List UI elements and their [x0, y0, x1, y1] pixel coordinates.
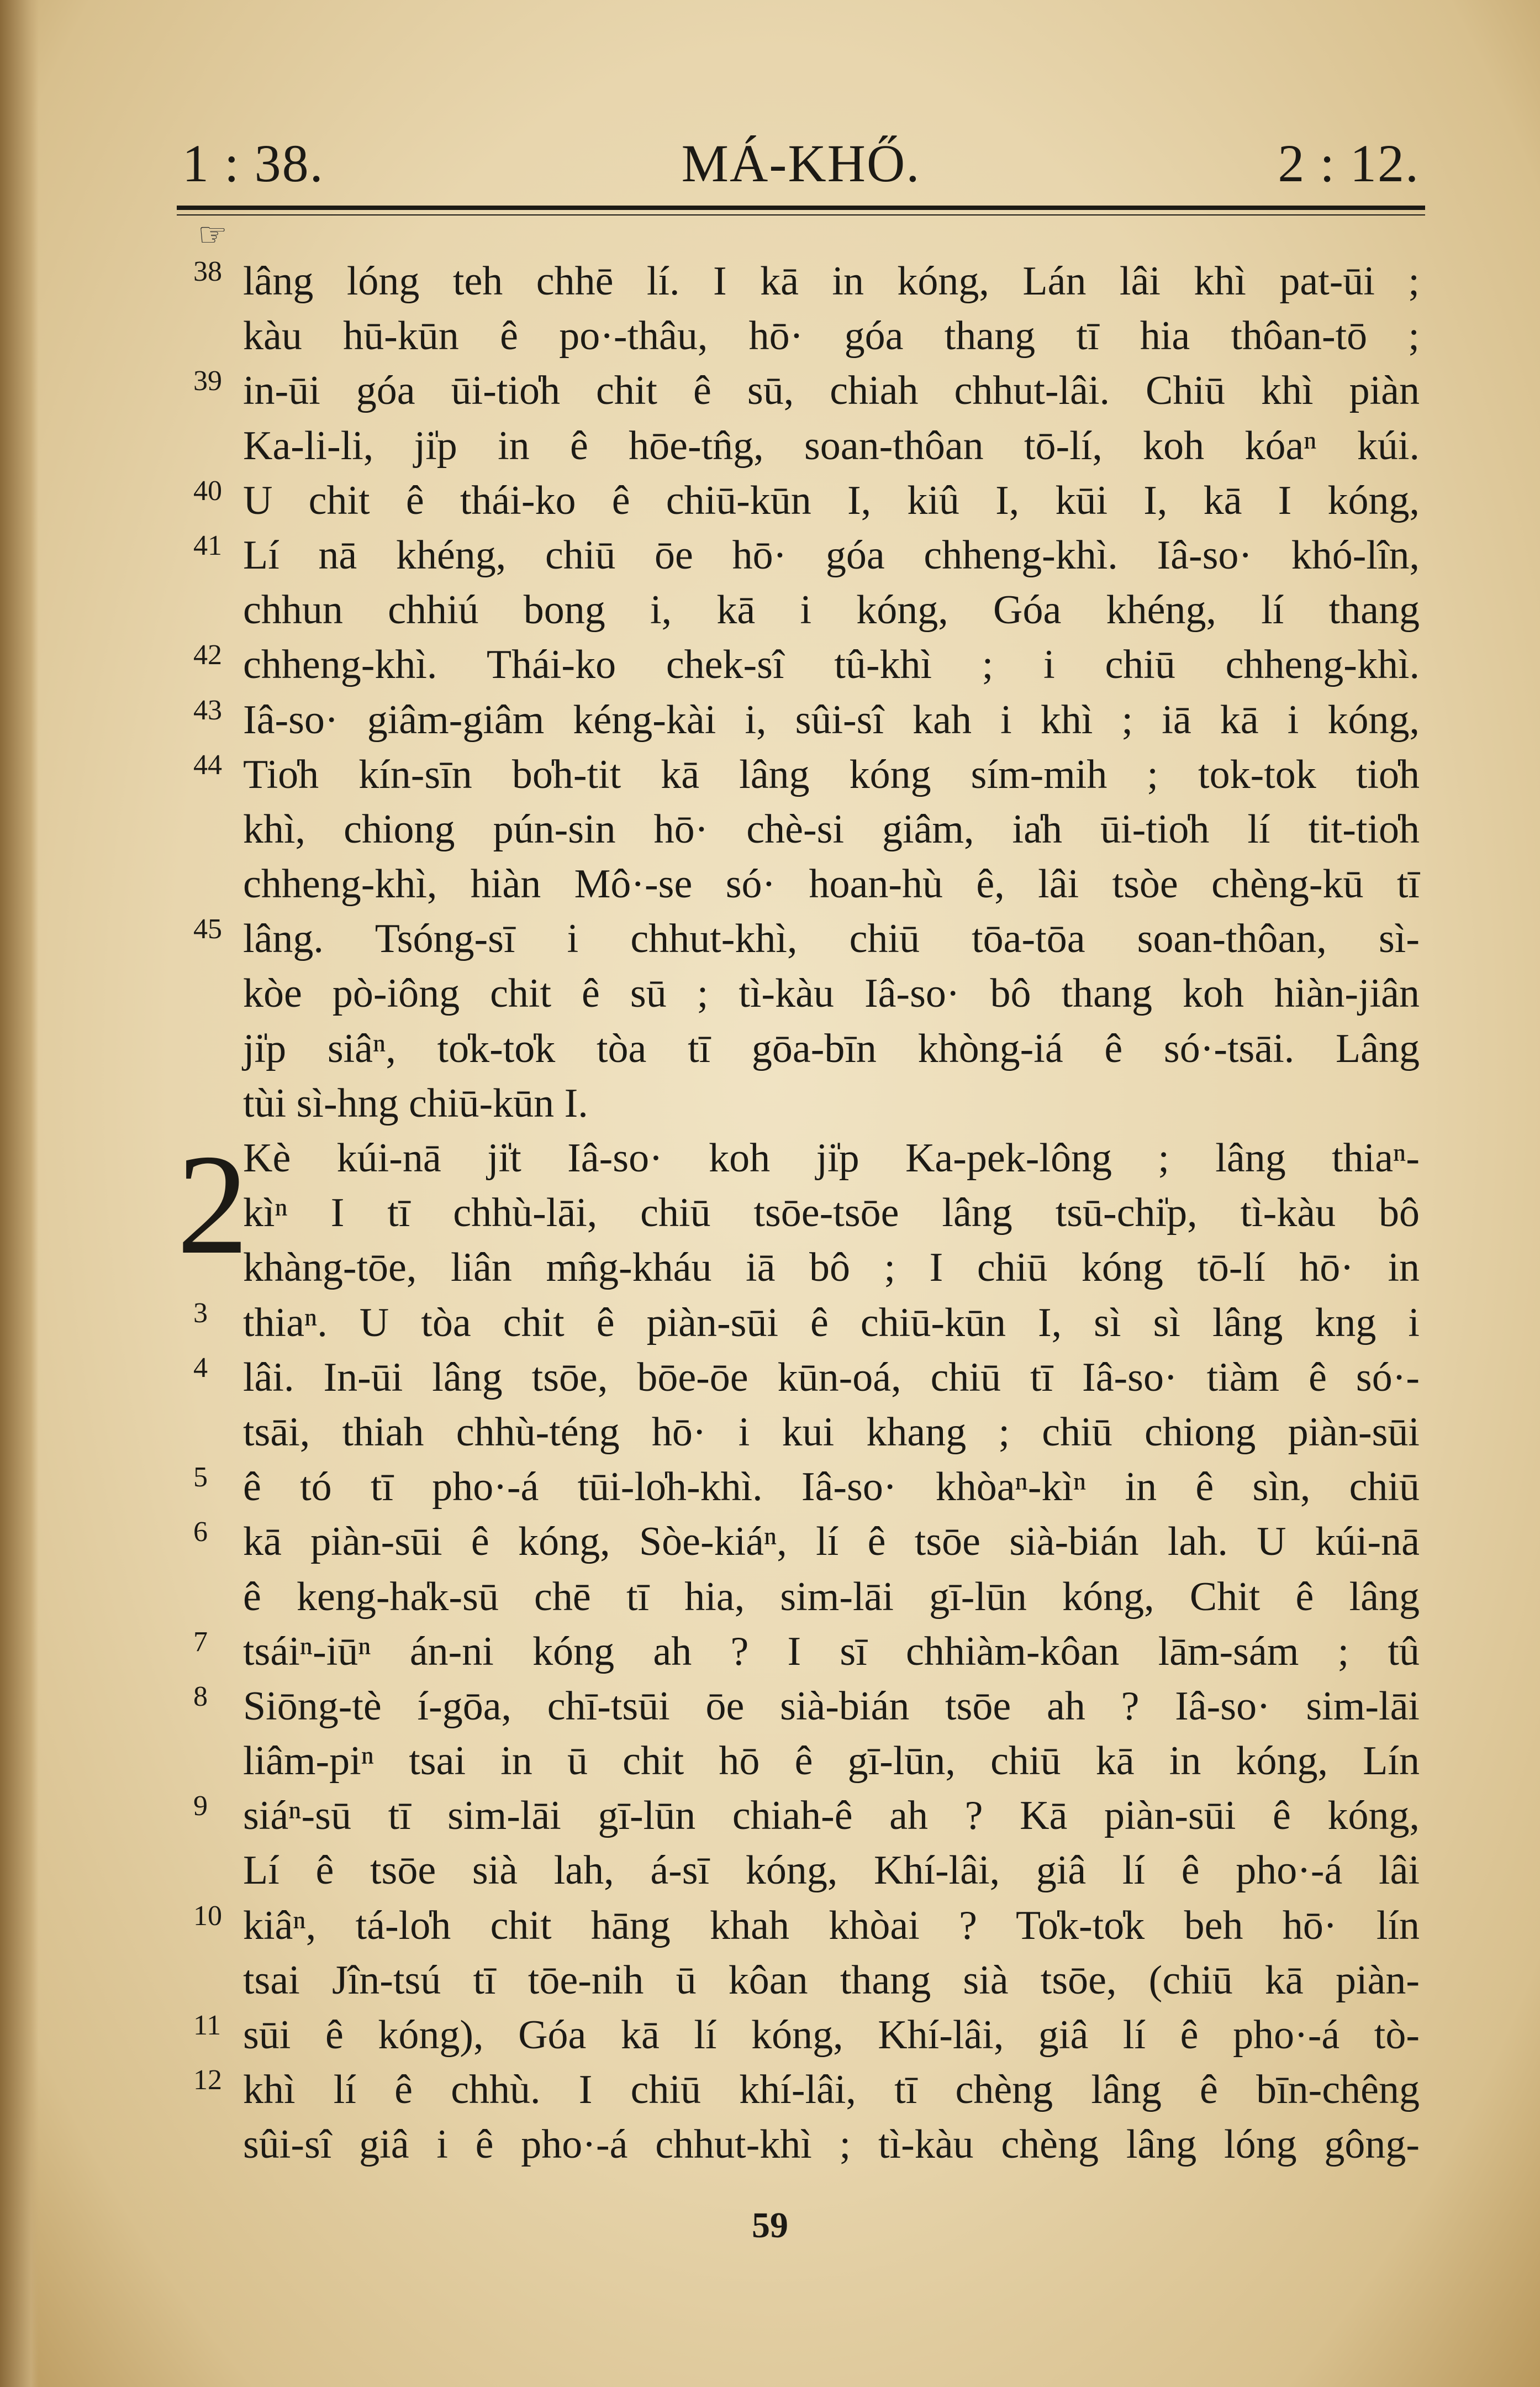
line-text: chhun chhiú bong i, kā i kóng, Góa khéng, lí thang [243, 587, 1420, 633]
verse-number: 42 [193, 639, 222, 671]
line-text: Ka-li-li, ji̍p in ê hōe-tn̂g, soan-thôan tō-lí, koh kóaⁿ kúi. [243, 423, 1420, 469]
line-text: ê keng-ha̍k-sū chē tī hia, sim-lāi gī-lūn kóng, Chit ê lâng [243, 1574, 1420, 1620]
text-line [193, 254, 1420, 309]
line-text: kòe pò-iông chit ê sū ; tì-kàu Iâ-so· bô thang koh hiàn-jiân [243, 971, 1420, 1017]
line-text: tsāi, thiah chhù-téng hō· i kui khang ; chiū chiong piàn-sūi [243, 1409, 1420, 1455]
verse-number: 3 [193, 1297, 208, 1329]
text-line [243, 1953, 1420, 2008]
line-text: siáⁿ-sū tī sim-lāi gī-lūn chiah-ê ah ? Kā piàn-sūi ê kóng, [243, 1793, 1420, 1839]
text-line [243, 1022, 1420, 1076]
line-text: tùi sì-hng chiū-kūn I. [243, 1080, 588, 1126]
verse-number: 39 [193, 365, 222, 397]
text-line [243, 1240, 1420, 1295]
line-text: Siōng-tè í-gōa, chī-tsūi ōe sià-bián tsōe ah ? Iâ-so· sim-lāi [243, 1683, 1420, 1729]
line-text: ji̍p siâⁿ, to̍k-to̍k tòa tī gōa-bīn khòng-iá ê só·-tsāi. Lâng [243, 1026, 1420, 1071]
text-line [193, 1350, 1420, 1405]
text-line [193, 474, 1420, 528]
verse-number: 38 [193, 256, 222, 287]
text-line [193, 1515, 1420, 1569]
verse-number: 41 [193, 529, 222, 561]
line-text: Lí ê tsōe sià lah, á-sī kóng, Khí-lâi, giâ lí ê pho·-á lâi [243, 1848, 1420, 1894]
text-line [193, 1624, 1420, 1679]
line-text: sūi ê kóng), Góa kā lí kóng, Khí-lâi, giâ lí ê pho·-á tò- [243, 2012, 1420, 2058]
text-line [193, 2063, 1420, 2117]
text-line [193, 2008, 1420, 2063]
verse-number: 43 [193, 694, 222, 726]
line-text: tsai Jîn-tsú tī tōe-nih ū kôan thang sià tsōe, (chiū kā piàn- [243, 1957, 1420, 2003]
line-text: Iâ-so· giâm-giâm kéng-kài i, sûi-sî kah i khì ; iā kā i kóng, [243, 697, 1420, 743]
verse-number: 44 [193, 749, 222, 781]
verse-number: 45 [193, 913, 222, 945]
line-text: kiâⁿ, tá-lo̍h chit hāng khah khòai ? To̍k-to̍k beh hō· lín [243, 1902, 1420, 1948]
text-line [243, 1131, 1420, 1186]
verse-number: 40 [193, 475, 222, 507]
text-line [193, 1460, 1420, 1515]
line-text: Tio̍h kín-sīn bo̍h-tit kā lâng kóng sím-mih ; tok-tok tio̍h [243, 751, 1420, 797]
verse-number: 7 [193, 1626, 208, 1658]
running-header [182, 133, 1420, 199]
line-text: chheng-khì. Thái-ko chek-sî tû-khì ; i chiū chheng-khì. [243, 642, 1420, 688]
line-text: lâi. In-ūi lâng tsōe, bōe-ōe kūn-oá, chiū tī Iâ-so· tiàm ê só·- [243, 1354, 1420, 1400]
text-line [243, 583, 1420, 638]
text-line [193, 693, 1420, 748]
verse-number: 10 [193, 1900, 222, 1932]
header-book-title: MÁ-KHŐ. [681, 134, 921, 193]
verse-number: 4 [193, 1352, 208, 1384]
pointing-hand-ornament-icon: ☞ [198, 217, 228, 253]
text-line [243, 966, 1420, 1021]
text-line [243, 1734, 1420, 1789]
text-line [193, 1296, 1420, 1350]
line-text: tsáiⁿ-iūⁿ án-ni kóng ah ? I sī chhiàm-kôan lām-sám ; tû [243, 1628, 1420, 1674]
verse-number: 9 [193, 1790, 208, 1822]
line-text: liâm-piⁿ tsai in ū chit hō ê gī-lūn, chiū kā in kóng, Lín [243, 1738, 1420, 1784]
line-text: khì lí ê chhù. I chiū khí-lâi, tī chèng lâng ê bīn-chêng [243, 2067, 1420, 2113]
page-number: 59 [752, 2205, 788, 2246]
verse-number: 5 [193, 1461, 208, 1494]
line-text: khàng-tōe, liân mn̂g-kháu iā bô ; I chiū kóng tō-lí hō· in [243, 1245, 1420, 1291]
line-text: ê tó tī pho·-á tūi-lo̍h-khì. Iâ-so· khòaⁿ-kìⁿ in ê sìn, chiū [243, 1464, 1420, 1510]
line-text: lâng lóng teh chhē lí. I kā in kóng, Lán lâi khì pat-ūi ; [243, 259, 1420, 304]
header-verse-start: 1 : 38. [182, 134, 324, 193]
verse-number: 11 [193, 2010, 221, 2041]
header-verse-end: 2 : 12. [1278, 134, 1420, 193]
text-line [193, 1899, 1420, 1953]
line-text: kàu hū-kūn ê po·-thâu, hō· góa thang tī hia thôan-tō ; [243, 313, 1420, 359]
verse-number: 8 [193, 1680, 208, 1712]
text-line [193, 364, 1420, 418]
line-text: kìⁿ I tī chhù-lāi, chiū tsōe-tsōe lâng tsū-chi̍p, tì-kàu bô [243, 1190, 1420, 1236]
text-line [243, 1076, 1420, 1131]
text-line [243, 309, 1420, 364]
text-line [193, 1679, 1420, 1734]
line-text: Kè kúi-nā ji̍t Iâ-so· koh ji̍p Ka-pek-lông ; lâng thiaⁿ- [243, 1135, 1420, 1181]
text-line [193, 1789, 1420, 1843]
line-text: kā piàn-sūi ê kóng, Sòe-kiáⁿ, lí ê tsōe sià-bián lah. U kúi-nā [243, 1519, 1420, 1565]
text-line [243, 419, 1420, 474]
line-text: sûi-sî giâ i ê pho·-á chhut-khì ; tì-kàu chèng lâng lóng gông- [243, 2122, 1420, 2168]
line-text: in-ūi góa ūi-tio̍h chit ê sū, chiah chhut-lâi. Chiū khì piàn [243, 368, 1420, 414]
verse-text-body [193, 254, 1420, 2173]
line-text: khì, chiong pún-sin hō· chè-si giâm, ia̍h ūi-tio̍h lí tit-tio̍h [243, 806, 1420, 852]
line-text: lâng. Tsóng-sī i chhut-khì, chiū tōa-tōa soan-thôan, sì- [243, 916, 1420, 962]
text-line [193, 638, 1420, 692]
chapter-number: 2 [177, 1125, 249, 1284]
text-line [193, 912, 1420, 966]
line-text: thiaⁿ. U tòa chit ê piàn-sūi ê chiū-kūn I, sì sì lâng kng i [243, 1300, 1420, 1345]
text-line [243, 1843, 1420, 1898]
header-rule-thin [177, 214, 1425, 215]
line-text: Lí nā khéng, chiū ōe hō· góa chheng-khì. Iâ-so· khó-lîn, [243, 532, 1420, 578]
page-gutter-shadow [0, 0, 39, 2387]
text-line [193, 528, 1420, 583]
text-line [243, 1186, 1420, 1240]
line-text: chheng-khì, hiàn Mô·-se só· hoan-hù ê, lâi tsòe chèng-kū tī [243, 861, 1420, 907]
text-line [243, 1405, 1420, 1460]
verse-number: 6 [193, 1516, 208, 1548]
line-text: U chit ê thái-ko ê chiū-kūn I, kiû I, kūi I, kā I kóng, [243, 477, 1420, 523]
text-line [243, 857, 1420, 912]
text-line [243, 802, 1420, 857]
text-line [193, 748, 1420, 802]
text-line [243, 1570, 1420, 1624]
verse-number: 12 [193, 2064, 222, 2096]
text-line [243, 2117, 1420, 2172]
header-rule [177, 206, 1425, 210]
